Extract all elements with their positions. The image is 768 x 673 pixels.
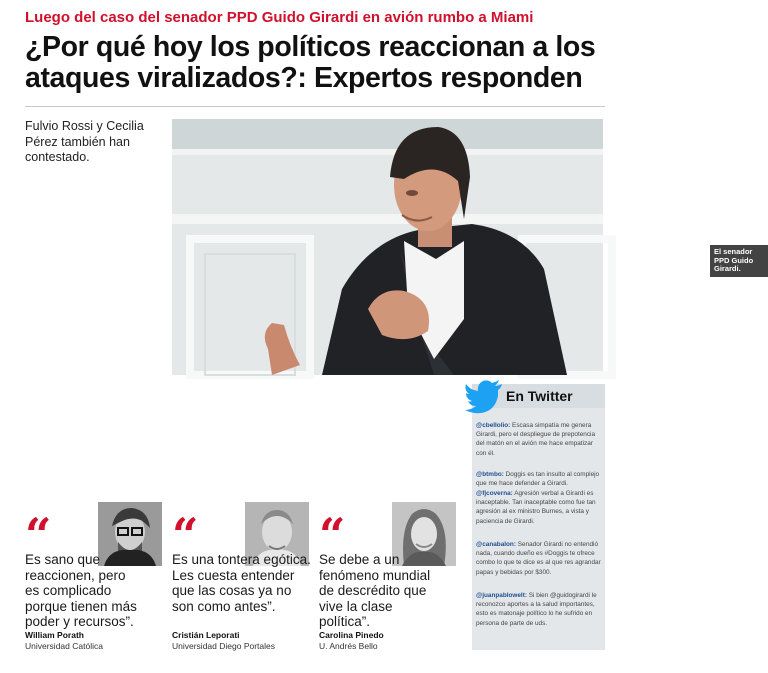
photo-caption: El senador PPD Guido Girardi. [710, 245, 768, 277]
tweet-handle[interactable]: @btmbo: [476, 471, 504, 478]
quote-mark-icon: “ [319, 508, 343, 562]
quote-author-name: William Porath [25, 630, 84, 640]
tweet-item [476, 540, 603, 577]
twitter-section-title: En Twitter [506, 388, 573, 404]
tweet-text: Si bien @guidogirardi le reconozco aportes a la salud importantes, esto es matonaje político lo he sufrido en persona de parte de uds. [476, 592, 597, 627]
tweet-text: Agresión verbal a Girardi es inaceptable. Tan inaceptable como fue tan agresión al ex ministro Burnes, a vista y paciencia de Girardi. [476, 490, 596, 525]
quote-author-institution: Universidad Diego Portales [172, 641, 275, 651]
tweet-text: Senador Girardi no entendió nada, cuando dueño es #Doggis te ofrece combo lo que te dice es al que res agrandar papas y bebidas por $300. [476, 541, 601, 576]
tweet-text: Escasa simpatía me genera Girardi, pero el despliegue de prepotencia del matón en el avión me hace empatizar con él. [476, 422, 596, 457]
quote-text: Se debe a un fenómeno mundial de descrédito que vive la clase política”. [319, 552, 431, 629]
tweet-text: Doggis es tan insulto al complejo que me hace defender a Girardi. [476, 471, 600, 488]
article-kicker: Luego del caso del senador PPD Guido Girardi en avión rumbo a Miami [25, 9, 534, 26]
tweet-handle[interactable]: @fjcoverna: [476, 490, 513, 497]
headline-divider [25, 106, 605, 107]
quote-author-name: Cristián Leporati [172, 630, 240, 640]
quote-mark-icon: “ [172, 508, 196, 562]
quote-card-1 [25, 498, 170, 658]
quote-card-2 [172, 498, 317, 658]
quote-author-institution: Universidad Católica [25, 641, 103, 651]
article-headline: ¿Por qué hoy los políticos reaccionan a los ataques viralizados?: Expertos responden [25, 31, 596, 94]
tweet-item [476, 470, 603, 488]
senator-photo-illustration [172, 119, 603, 375]
tweet-handle[interactable]: @juanpablowelt: [476, 592, 527, 599]
quote-author-institution: U. Andrés Bello [319, 641, 378, 651]
quote-author-name: Carolina Pinedo [319, 630, 384, 640]
quote-card-3 [319, 498, 464, 658]
tweet-handle[interactable]: @cbellolio: [476, 422, 511, 429]
quote-text: Es sano que reaccionen, pero es complicado porque tienen más poder y recursos”. [25, 552, 137, 629]
article-photo [172, 119, 754, 375]
tweet-item [476, 489, 603, 526]
tweet-item [476, 421, 603, 458]
quote-text: Es una tontera egótica. Les cuesta entender que las cosas ya no son como antes”. [172, 552, 311, 614]
tweet-handle[interactable]: @canabalon: [476, 541, 516, 548]
article-lede: Fulvio Rossi y Cecilia Pérez también han contestado. [25, 119, 144, 164]
quote-mark-icon: “ [25, 508, 49, 562]
twitter-bird-icon [464, 378, 504, 414]
tweet-item [476, 591, 603, 628]
